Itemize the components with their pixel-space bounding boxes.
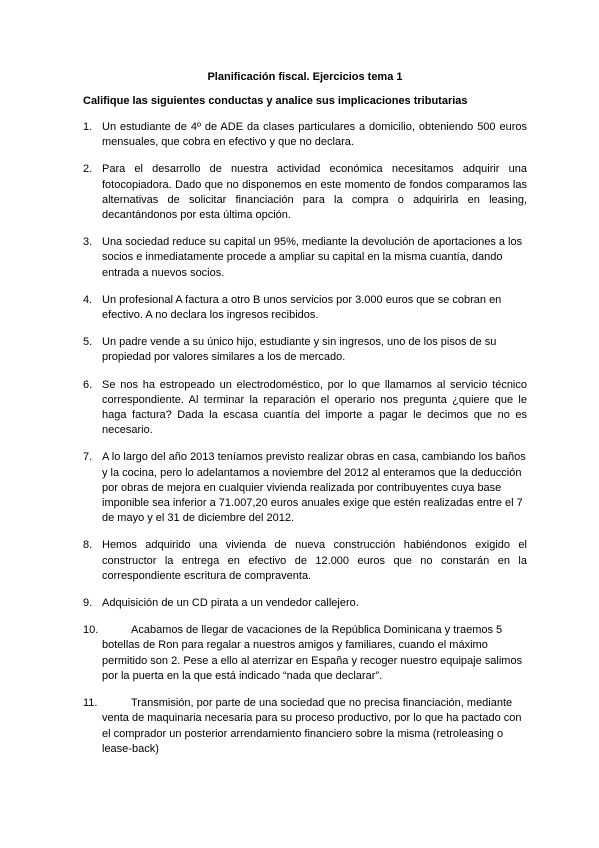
item-text: A lo largo del año 2013 teníamos previsto realizar obras en casa, cambiando los baños y la cocina, pero lo adelantamos a noviembre del 2012 al enteramos que la deducción por obras de mejora en cualquier vivienda realizada por contribuyentes cuya base imponible sea inferior a 71.007,20 euros anuales exige que estén realizadas entre el 7 de mayo y el 31 de diciembre del 2012. [102, 451, 526, 525]
item-text: Se nos ha estropeado un electrodoméstico, por lo que llamamos al servicio técnico correspondiente. Al terminar la reparación el operario nos pregunta ¿quiere que le haga factura? Dada la escasa cuantía del importe a pagar le decimos que no es necesario. [102, 378, 527, 437]
item-number: 4. [83, 293, 93, 306]
exercise-item-3 [83, 235, 527, 281]
item-text: Transmisión, por parte de una sociedad que no precisa financiación, mediante venta de maquinaria necesaria para su proceso productivo, por lo que ha pactado con el comprador un posterior arrendamiento financiero sobre la misma (retroleasing o lease-back) [102, 697, 522, 755]
item-text: Un padre vende a su único hijo, estudiante y sin ingresos, uno de los pisos de su propiedad por valores similares a los de mercado. [102, 336, 497, 364]
item-number: 9. [83, 597, 93, 610]
document-subtitle: Califique las siguientes conductas y analice sus implicaciones tributarias [83, 95, 468, 107]
item-number: 11. [83, 697, 98, 710]
exercise-item-2 [83, 162, 527, 223]
item-text: Acabamos de llegar de vacaciones de la República Dominicana y traemos 5 botellas de Ron para regalar a nuestros amigos y familiares, cuando el máximo permitido son 2. Pese a ello al aterrizar en España y recoger nuestro equipaje salimos por la puerta en la que está indicado “nada que declarar”. [102, 624, 523, 682]
exercise-item-11 [83, 696, 527, 757]
item-number: 5. [83, 336, 93, 349]
exercise-item-4 [83, 293, 527, 323]
item-number: 10. [83, 624, 99, 637]
item-text: Adquisición de un CD pirata a un vendedor callejero. [102, 597, 359, 610]
exercise-item-7 [83, 450, 527, 526]
exercise-item-5 [83, 335, 527, 365]
document-title: Planificación fiscal. Ejercicios tema 1 [207, 71, 403, 83]
item-text: Un estudiante de 4º de ADE da clases particulares a domicilio, obteniendo 500 euros mensuales, que cobra en efectivo y que no declara. [102, 121, 527, 149]
item-text: Para el desarrollo de nuestra actividad económica necesitamos adquirir una fotocopiadora. Dado que no disponemos en este momento de fondos comparamos las alternativas de solicitar financiación para la compra o adquirirla en leasing, decantándonos por esta última opción. [102, 163, 527, 222]
exercise-item-6 [83, 378, 527, 439]
exercise-item-1 [83, 120, 527, 150]
item-number: 6. [83, 378, 93, 391]
exercise-item-8 [83, 538, 527, 584]
exercise-list [83, 120, 527, 757]
item-number: 1. [83, 121, 93, 133]
item-number: 3. [83, 236, 93, 249]
item-text: Hemos adquirido una vivienda de nueva construcción habiéndonos exigido el constructor la entrega en efectivo de 12.000 euros que no constarán en la correspondiente escritura de compraventa. [102, 539, 527, 582]
item-number: 2. [83, 163, 93, 176]
item-number: 8. [83, 539, 93, 552]
exercise-item-10 [83, 623, 527, 684]
item-number: 7. [83, 451, 93, 464]
item-text: Una sociedad reduce su capital un 95%, mediante la devolución de aportaciones a los socios e inmediatamente procede a ampliar su capital en la misma cuantía, dando entrada a nuevos socios. [102, 236, 523, 279]
item-text: Un profesional A factura a otro B unos servicios por 3.000 euros que se cobran en efectivo. A no declara los ingresos recibidos. [102, 293, 502, 322]
exercise-item-9 [83, 596, 527, 611]
